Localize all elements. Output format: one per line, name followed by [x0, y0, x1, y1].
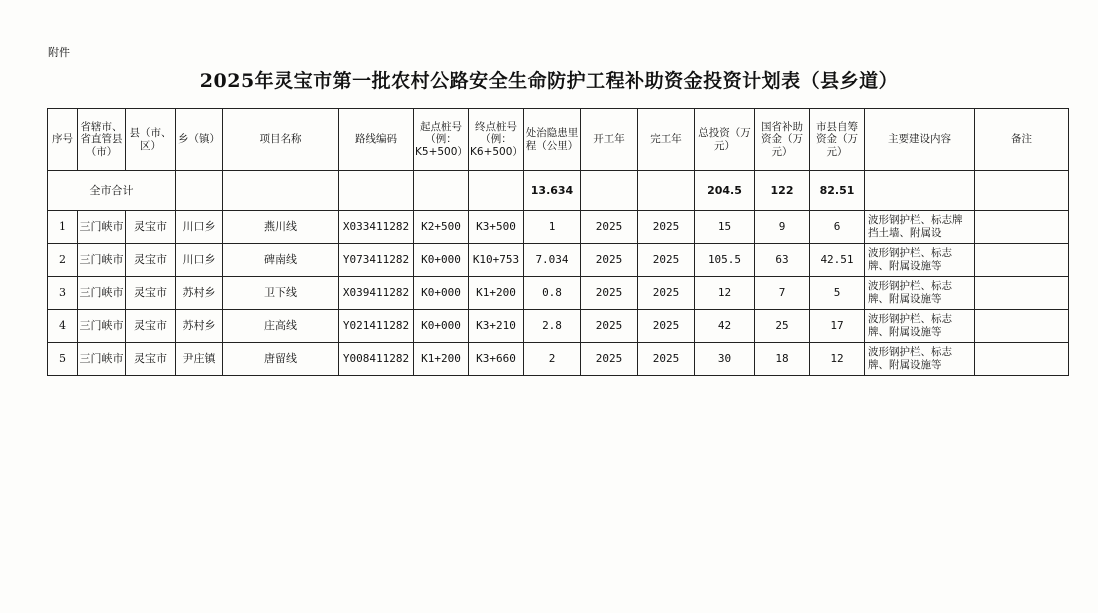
cell-route-code: X033411282 [339, 211, 414, 244]
cell-content [865, 277, 975, 310]
cell-town: 苏村乡 [176, 277, 223, 310]
header-seq: 序号 [48, 109, 78, 171]
cell-self-fund: 6 [810, 211, 865, 244]
content-text: 波形钢护栏、标志牌、附属设施等 [868, 247, 952, 272]
table-row [48, 277, 1069, 310]
header-start-stake: 起点桩号（例：K5+500） [414, 109, 469, 171]
cell-start-year: 2025 [581, 244, 638, 277]
cell-subsidy: 18 [755, 343, 810, 376]
cell-remark [975, 211, 1069, 244]
cell-town: 川口乡 [176, 244, 223, 277]
header-end-stake: 终点桩号（例：K6+500） [469, 109, 524, 171]
cell-hazard-km: 2 [524, 343, 581, 376]
cell-remark [975, 277, 1069, 310]
cell-city: 三门峡市 [78, 310, 126, 343]
cell-start-stake: K1+200 [414, 343, 469, 376]
total-subsidy: 122 [755, 171, 810, 211]
cell-end-year: 2025 [638, 277, 695, 310]
cell-empty [638, 171, 695, 211]
cell-seq: 2 [48, 244, 78, 277]
cell-route-code: Y021411282 [339, 310, 414, 343]
cell-content [865, 211, 975, 244]
cell-project-name: 卫下线 [223, 277, 339, 310]
content-text: 波形钢护栏、标志牌挡土墙、附属设 [868, 214, 963, 239]
investment-plan-table [47, 108, 1069, 376]
cell-start-year: 2025 [581, 310, 638, 343]
cell-town: 尹庄镇 [176, 343, 223, 376]
cell-project-name: 庄高线 [223, 310, 339, 343]
cell-total-investment: 15 [695, 211, 755, 244]
cell-empty [339, 171, 414, 211]
header-province-county: 省辖市、省直管县（市） [78, 109, 126, 171]
cell-start-stake: K2+500 [414, 211, 469, 244]
cell-route-code: Y008411282 [339, 343, 414, 376]
cell-end-year: 2025 [638, 211, 695, 244]
cell-end-stake: K3+210 [469, 310, 524, 343]
cell-self-fund: 17 [810, 310, 865, 343]
header-county: 县（市、区） [126, 109, 176, 171]
cell-city: 三门峡市 [78, 244, 126, 277]
table-row [48, 244, 1069, 277]
table-row [48, 211, 1069, 244]
cell-end-year: 2025 [638, 244, 695, 277]
cell-subsidy: 9 [755, 211, 810, 244]
cell-content [865, 310, 975, 343]
total-label: 全市合计 [48, 171, 176, 211]
cell-end-stake: K3+660 [469, 343, 524, 376]
cell-city: 三门峡市 [78, 343, 126, 376]
cell-empty [865, 171, 975, 211]
document-title: 2025年灵宝市第一批农村公路安全生命防护工程补助资金投资计划表（县乡道） [199, 70, 899, 92]
cell-subsidy: 25 [755, 310, 810, 343]
cell-county: 灵宝市 [126, 310, 176, 343]
cell-end-stake: K10+753 [469, 244, 524, 277]
cell-empty [223, 171, 339, 211]
cell-empty [414, 171, 469, 211]
cell-empty [469, 171, 524, 211]
cell-subsidy: 7 [755, 277, 810, 310]
attachment-label: 附件 [48, 46, 70, 59]
cell-start-year: 2025 [581, 277, 638, 310]
cell-county: 灵宝市 [126, 211, 176, 244]
cell-self-fund: 5 [810, 277, 865, 310]
cell-county: 灵宝市 [126, 244, 176, 277]
cell-seq: 3 [48, 277, 78, 310]
cell-start-stake: K0+000 [414, 310, 469, 343]
cell-start-stake: K0+000 [414, 277, 469, 310]
cell-project-name: 碑南线 [223, 244, 339, 277]
cell-project-name: 唐留线 [223, 343, 339, 376]
cell-hazard-km: 1 [524, 211, 581, 244]
cell-hazard-km: 2.8 [524, 310, 581, 343]
table-row [48, 310, 1069, 343]
cell-city: 三门峡市 [78, 277, 126, 310]
header-end-year: 完工年 [638, 109, 695, 171]
cell-seq: 1 [48, 211, 78, 244]
header-hazard-km: 处治隐患里程（公里） [524, 109, 581, 171]
cell-remark [975, 310, 1069, 343]
header-project-name: 项目名称 [223, 109, 339, 171]
cell-town: 川口乡 [176, 211, 223, 244]
cell-remark [975, 343, 1069, 376]
cell-empty [975, 171, 1069, 211]
cell-total-investment: 30 [695, 343, 755, 376]
cell-seq: 5 [48, 343, 78, 376]
table-row [48, 343, 1069, 376]
cell-hazard-km: 7.034 [524, 244, 581, 277]
content-text: 波形钢护栏、标志牌、附属设施等 [868, 346, 952, 371]
cell-town: 苏村乡 [176, 310, 223, 343]
total-row [48, 171, 1069, 211]
header-subsidy: 国省补助资金（万元） [755, 109, 810, 171]
cell-county: 灵宝市 [126, 277, 176, 310]
cell-self-fund: 12 [810, 343, 865, 376]
cell-end-year: 2025 [638, 343, 695, 376]
total-self-fund: 82.51 [810, 171, 865, 211]
cell-project-name: 燕川线 [223, 211, 339, 244]
cell-empty [176, 171, 223, 211]
cell-start-year: 2025 [581, 211, 638, 244]
cell-route-code: Y073411282 [339, 244, 414, 277]
header-total-investment: 总投资（万元） [695, 109, 755, 171]
total-investment: 204.5 [695, 171, 755, 211]
cell-end-stake: K1+200 [469, 277, 524, 310]
header-self-fund: 市县自筹资金（万元） [810, 109, 865, 171]
header-start-year: 开工年 [581, 109, 638, 171]
header-town: 乡（镇） [176, 109, 223, 171]
cell-county: 灵宝市 [126, 343, 176, 376]
header-content: 主要建设内容 [865, 109, 975, 171]
cell-empty [581, 171, 638, 211]
cell-end-year: 2025 [638, 310, 695, 343]
cell-hazard-km: 0.8 [524, 277, 581, 310]
cell-self-fund: 42.51 [810, 244, 865, 277]
cell-end-stake: K3+500 [469, 211, 524, 244]
header-remark: 备注 [975, 109, 1069, 171]
cell-route-code: X039411282 [339, 277, 414, 310]
cell-content [865, 244, 975, 277]
total-hazard-km: 13.634 [524, 171, 581, 211]
cell-subsidy: 63 [755, 244, 810, 277]
cell-content [865, 343, 975, 376]
content-text: 波形钢护栏、标志牌、附属设施等 [868, 280, 952, 305]
cell-remark [975, 244, 1069, 277]
cell-total-investment: 105.5 [695, 244, 755, 277]
cell-total-investment: 42 [695, 310, 755, 343]
cell-seq: 4 [48, 310, 78, 343]
content-text: 波形钢护栏、标志牌、附属设施等 [868, 313, 952, 338]
cell-start-year: 2025 [581, 343, 638, 376]
header-route-code: 路线编码 [339, 109, 414, 171]
cell-city: 三门峡市 [78, 211, 126, 244]
header-row [48, 109, 1069, 171]
cell-start-stake: K0+000 [414, 244, 469, 277]
cell-total-investment: 12 [695, 277, 755, 310]
